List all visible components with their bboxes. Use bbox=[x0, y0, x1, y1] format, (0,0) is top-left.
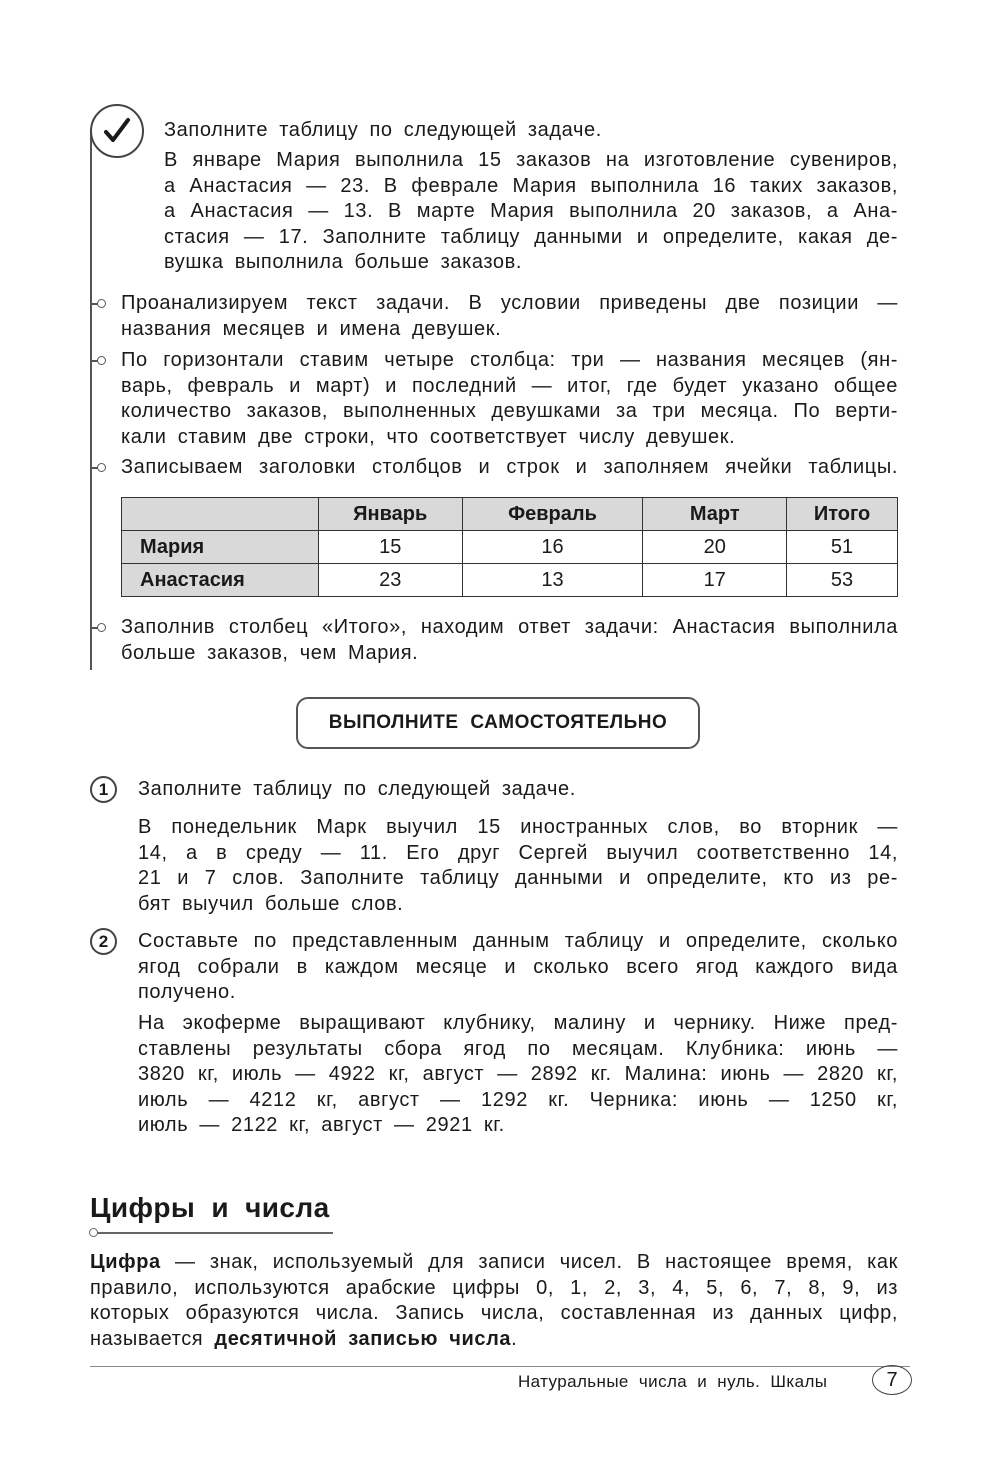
bullet-icon bbox=[90, 623, 108, 633]
text-line: Проанализируем текст задачи. В условии приведены две позиции — bbox=[121, 292, 898, 314]
bullet-icon bbox=[90, 299, 108, 309]
page-number: 7 bbox=[886, 1368, 898, 1391]
text-line: Заполните таблицу по следующей задаче. bbox=[164, 119, 602, 141]
orders-table bbox=[121, 497, 898, 597]
definition-term: Цифра bbox=[90, 1251, 161, 1273]
table-row bbox=[122, 531, 898, 564]
exercise-1-prompt bbox=[138, 777, 898, 803]
column-header: Февраль bbox=[462, 498, 643, 531]
table-cell: 51 bbox=[787, 531, 898, 564]
exercise-number-badge bbox=[90, 928, 117, 955]
text-line: количество заказов, выполненных девушками за три месяца. По верти- bbox=[121, 400, 898, 422]
text-line: а Анастасия — 13. В марте Мария выполнила 20 заказов, а Ана- bbox=[164, 200, 898, 222]
exercise-1-body bbox=[138, 815, 898, 917]
solution-step-4 bbox=[121, 615, 898, 666]
table-cell: 23 bbox=[318, 564, 462, 597]
text-line: названия месяцев и имена девушек. bbox=[121, 317, 502, 340]
table-cell: 16 bbox=[462, 531, 643, 564]
exercise-2-prompt bbox=[138, 929, 898, 1006]
solution-step-3 bbox=[121, 455, 898, 481]
column-header: Итого bbox=[787, 498, 898, 531]
table-corner-cell bbox=[122, 498, 319, 531]
solution-step-1 bbox=[121, 291, 898, 342]
text-line: стасия — 17. Заполните таблицу данными и определите, какая де- bbox=[164, 225, 898, 248]
definition-paragraph bbox=[90, 1250, 898, 1352]
text-line: По горизонтали ставим четыре столбца: три — названия месяцев (ян- bbox=[121, 349, 898, 371]
text-line: получено. bbox=[138, 981, 236, 1003]
row-header: Мария bbox=[122, 531, 319, 564]
text-line: Заполните таблицу по следующей задаче. bbox=[138, 778, 576, 800]
self-study-banner bbox=[296, 697, 700, 749]
text-line: Составьте по представленным данным таблицу и определите, сколько bbox=[138, 930, 898, 952]
text-line bbox=[90, 1327, 898, 1353]
bullet-icon bbox=[90, 356, 108, 366]
text-line: бят выучил больше слов. bbox=[138, 892, 404, 915]
text-line bbox=[90, 1250, 898, 1276]
section-title: Цифры и числа bbox=[90, 1192, 330, 1223]
text-fragment: называется bbox=[90, 1327, 215, 1350]
exercise-2-body bbox=[138, 1011, 898, 1139]
text-line: В январе Мария выполнила 15 заказов на изготовление сувениров, bbox=[164, 149, 898, 171]
text-line: июль — 4212 кг, август — 1292 кг. Черника: июнь — 1250 кг, bbox=[138, 1088, 898, 1111]
text-line: 3820 кг, июль — 4922 кг, август — 2892 кг. Малина: июнь — 2820 кг, bbox=[138, 1063, 898, 1085]
table-cell: 15 bbox=[318, 531, 462, 564]
text-fragment: . bbox=[511, 1327, 518, 1350]
text-line: 14, а в среду — 11. Его друг Сергей выучил соответственно 14, bbox=[138, 841, 898, 864]
footer-rule bbox=[90, 1366, 910, 1367]
text-line: июль — 2122 кг, август — 2921 кг. bbox=[138, 1114, 505, 1136]
column-header: Март bbox=[643, 498, 787, 531]
table-cell: 13 bbox=[462, 564, 643, 597]
defined-term: десятичной записью числа bbox=[214, 1327, 512, 1350]
text-line: больше заказов, чем Мария. bbox=[121, 641, 419, 664]
text-fragment: — знак, используемый для записи чисел. В настоящее время, как bbox=[160, 1251, 898, 1273]
text-line: ставлены результаты сбора ягод по месяцам. Клубника: июнь — bbox=[138, 1037, 898, 1060]
solution-step-2 bbox=[121, 348, 898, 450]
text-line: варь, февраль и март) и последний — итог, где будет указано общее bbox=[121, 374, 898, 397]
text-line: 21 и 7 слов. Заполните таблицу данными и определите, кто из ре- bbox=[138, 867, 898, 889]
table-row bbox=[122, 564, 898, 597]
exercise-number: 1 bbox=[98, 779, 109, 799]
title-dot-icon bbox=[89, 1228, 98, 1237]
text-line: В понедельник Марк выучил 15 иностранных слов, во вторник — bbox=[138, 816, 898, 838]
text-line: правило, используются арабские цифры 0, 1, 2, 3, 4, 5, 6, 7, 8, 9, из bbox=[90, 1276, 898, 1299]
example-task-text bbox=[164, 148, 898, 276]
example-task-prompt bbox=[164, 118, 898, 144]
banner-label: ВЫПОЛНИТЕ САМОСТОЯТЕЛЬНО bbox=[328, 712, 668, 733]
table-header-row bbox=[122, 498, 898, 531]
text-line: На экоферме выращивают клубнику, малину и чернику. Ниже пред- bbox=[138, 1012, 898, 1034]
text-line: Записываем заголовки столбцов и строк и заполняем ячейки таблицы. bbox=[121, 456, 898, 478]
text-line: ягод собрали в каждом месяце и сколько всего ягод каждого вида bbox=[138, 955, 898, 978]
exercise-number: 2 bbox=[98, 931, 109, 951]
exercise-number-badge bbox=[90, 776, 117, 803]
title-underline bbox=[95, 1232, 333, 1234]
footer-chapter-title: Натуральные числа и нуль. Шкалы bbox=[518, 1372, 828, 1391]
page-number-badge bbox=[872, 1365, 912, 1395]
text-line: Заполнив столбец «Итого», находим ответ задачи: Анастасия выполнила bbox=[121, 616, 898, 638]
column-header: Январь bbox=[318, 498, 462, 531]
text-line: которых образуются числа. Запись числа, составленная из данных цифр, bbox=[90, 1302, 898, 1324]
table-cell: 17 bbox=[643, 564, 787, 597]
text-line: а Анастасия — 23. В феврале Мария выполнила 16 таких заказов, bbox=[164, 174, 898, 197]
text-line: вушка выполнила больше заказов. bbox=[164, 251, 523, 273]
bullet-icon bbox=[90, 463, 108, 473]
example-side-rule bbox=[90, 130, 92, 670]
row-header: Анастасия bbox=[122, 564, 319, 597]
checkmark-icon bbox=[90, 104, 144, 158]
table-cell: 20 bbox=[643, 531, 787, 564]
text-line: кали ставим две строки, что соответствует числу девушек. bbox=[121, 425, 736, 448]
table-cell: 53 bbox=[787, 564, 898, 597]
